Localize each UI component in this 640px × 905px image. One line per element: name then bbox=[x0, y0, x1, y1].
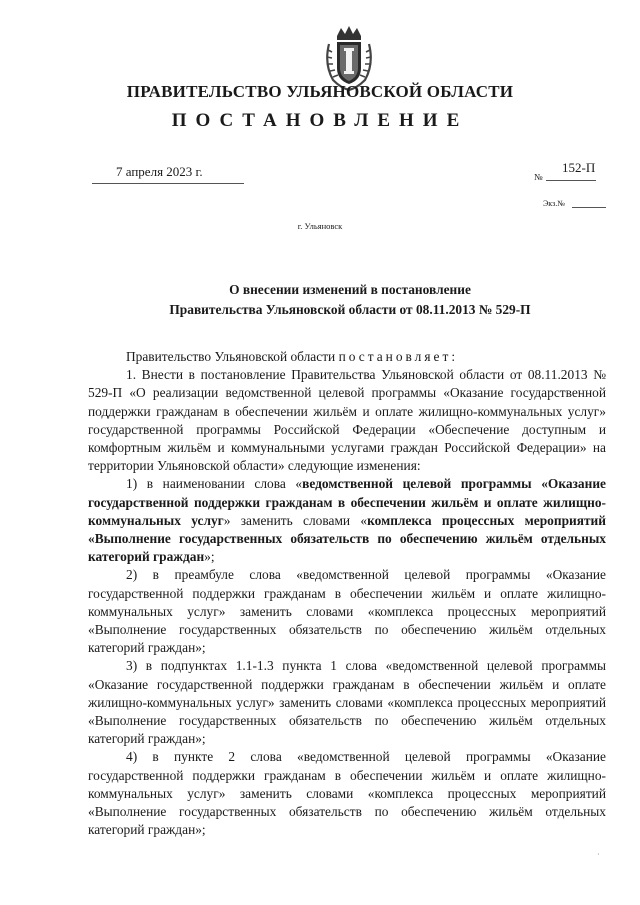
document-type: ПОСТАНОВЛЕНИЕ bbox=[171, 110, 469, 131]
intro-colon: : bbox=[451, 349, 456, 364]
subject-line-2: Правительства Ульяновской области от 08.11.2013 № 529-П bbox=[169, 302, 531, 317]
intro-paragraph bbox=[88, 348, 606, 366]
city: г. Ульяновск bbox=[297, 221, 343, 231]
number-underline bbox=[546, 180, 596, 181]
copy-number-underline bbox=[572, 207, 606, 208]
document-number: 152-П bbox=[562, 160, 596, 175]
sub-item-3: 3) в подпунктах 1.1-1.3 пункта 1 слова «ведомственной целевой программы «Оказание государственной поддержки гражданам в обеспечении жильём и оплате жилищно-коммунальных услуг» заменить словами «комплекса процессных мероприятий «Выполнение государственных обязательств по обеспечению жильём отдельных категорий граждан»; bbox=[88, 658, 606, 747]
sub-item-2: 2) в преамбуле слова «ведомственной целевой программы «Оказание государственной поддержки гражданам в обеспечении жильём и оплате жилищно-коммунальных услуг» заменить словами «комплекса процессных мероприятий «Выполнение государственных обязательств по обеспечению жильём отдельных категорий граждан»; bbox=[88, 567, 606, 656]
sub-item-1 bbox=[88, 475, 606, 566]
document-body bbox=[88, 348, 606, 839]
sub-item-1-old-words: ведомственной целевой программы «Оказание государственной поддержки гражданам в обеспечении жильём и оплате жилищно-коммунальных услуг bbox=[88, 476, 606, 528]
government-title: ПРАВИТЕЛЬСТВО УЛЬЯНОВСКОЙ ОБЛАСТИ bbox=[126, 82, 514, 101]
item-1: 1. Внести в постановление Правительства Ульяновской области от 08.11.2013 № 529-П «О реализации ведомственной целевой программы «Оказание государственной поддержки гражданам в обеспечении жильём и оплате жилищно-коммунальных услуг» государственной программы Российской Федерации «Обеспечение доступным и комфортным жильём и коммунальными услугами граждан Российской Федерации» на территории Ульяновской области» следующие изменения: bbox=[88, 367, 606, 474]
intro-verb: постановляет bbox=[338, 349, 452, 364]
document-subject bbox=[60, 280, 640, 320]
date-underline bbox=[92, 183, 244, 184]
intro-text: Правительство Ульяновской области bbox=[126, 349, 339, 364]
document-date: 7 апреля 2023 г. bbox=[116, 164, 203, 179]
page-mark: · bbox=[597, 850, 600, 859]
sub-item-1-text-c: » заменить словами « bbox=[223, 512, 368, 528]
copy-number-label: Экз.№ bbox=[543, 199, 565, 208]
sub-item-4: 4) в пункте 2 слова «ведомственной целевой программы «Оказание государственной поддержки гражданам в обеспечении жильём и оплате жилищно-коммунальных услуг» заменить словами «комплекса процессных мероприятий «Выполнение государственных обязательств по обеспечению жильём отдельных категорий граждан»; bbox=[88, 749, 606, 838]
sub-item-1-text-e: »; bbox=[204, 549, 215, 565]
sub-item-1-new-words: комплекса процессных мероприятий «Выполнение государственных обязательств по обеспечению жильём отдельных категорий граждан bbox=[88, 512, 606, 565]
sub-item-1-text-a: 1) в наименовании слова « bbox=[126, 476, 303, 492]
number-label: № bbox=[534, 172, 543, 182]
subject-line-1: О внесении изменений в постановление bbox=[229, 282, 471, 297]
